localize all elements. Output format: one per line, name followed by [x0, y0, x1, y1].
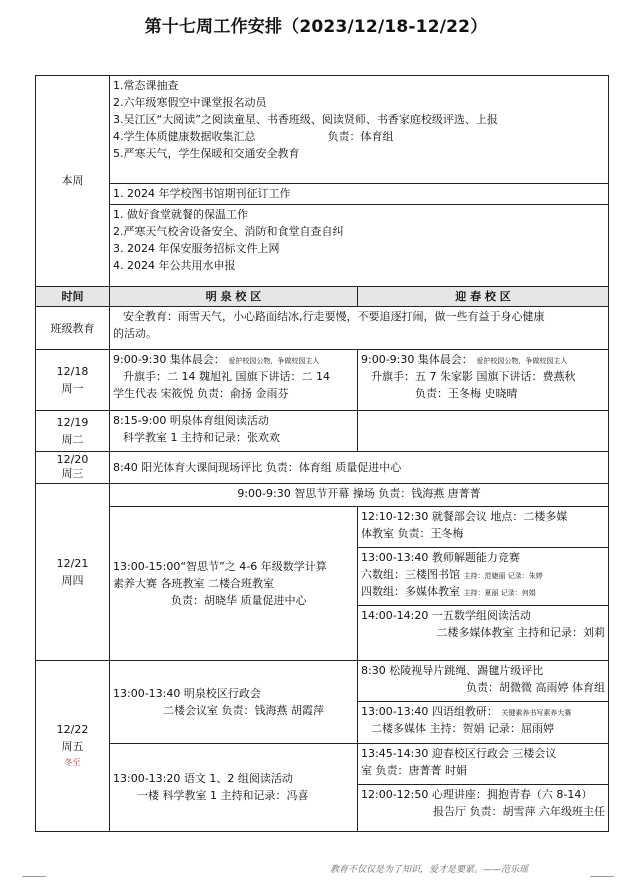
week-item: 1.常态课抽查 [113, 79, 179, 92]
day-label [36, 660, 110, 831]
day-date: 12/22 [56, 723, 89, 737]
entry-line: 体教室 负责：王冬梅 [361, 526, 464, 540]
entry-line: 13:00-13:40 明泉校区行政会 [113, 686, 261, 700]
entry-line: 一楼 科学教室 1 主持和记录：冯喜 [137, 789, 309, 803]
class-education-line: 的活动。 [113, 327, 157, 341]
entry-line: 升旗手：五 7 朱家影 国旗下讲话：费燕秋 [371, 370, 576, 384]
entry-line: 负责：胡晓华 质量促进中心 [171, 593, 307, 607]
entry-text: 13:00-13:40 四语组教研： [361, 704, 498, 718]
day-row-tuesday [36, 411, 609, 452]
day-label [36, 483, 110, 660]
mingquan-cell [110, 660, 358, 743]
entry-note: 爱护校园公物，争做校园主人 [476, 357, 568, 366]
class-education-line: 安全教育：雨雪天气，小心路面结冰,行走要慢，不要追逐打闹，做一些有益于身心健康 [123, 310, 545, 324]
yingchun-sub-entry [358, 784, 608, 827]
week-group-2 [110, 184, 609, 205]
entry-line: 二楼会议室 负责：钱海燕 胡霞萍 [163, 703, 324, 717]
solstice-stamp: 冬至 [64, 758, 81, 768]
entry-text: 六数组：三楼图书馆 [361, 567, 460, 581]
yingchun-sub-entry [358, 701, 608, 742]
week-item-owner: 负责：体育组 [327, 130, 394, 144]
yingchun-cell [358, 350, 609, 411]
entry-line: 8:15-9:00 明泉体育组阅读活动 [113, 414, 269, 428]
entry-line [361, 583, 605, 600]
entry-line: 8:30 松陵视导片跳绳、踢毽片级评比 [361, 663, 544, 677]
entry-line: 14:00-14:20 一五数学组阅读活动 [361, 608, 531, 622]
entry-line: 13:00-15:00“智思节”之 4-6 年级数学计算 [113, 559, 327, 573]
day-weekday: 周二 [61, 433, 84, 447]
yingchun-sub-entry [358, 547, 608, 605]
yingchun-sub-entry [358, 661, 608, 701]
header-time: 时间 [36, 287, 110, 307]
entry-line: 负责：王冬梅 史晓晴 [415, 387, 518, 401]
day-date: 12/19 [56, 416, 89, 429]
day-date: 12/20 [56, 453, 89, 467]
entry-line: 9:00-9:30 智思节开幕 操场 负责：钱海燕 唐菁菁 [237, 486, 481, 500]
entry-line: 升旗手：二 14 魏旭礼 国旗下讲话：二 14 [123, 370, 330, 384]
entry-line: 报告厅 负责：胡雪萍 六年级班主任 [433, 805, 606, 819]
entry-line: 素养大赛 各班教室 二楼合班教室 [113, 576, 274, 590]
week-item [113, 128, 605, 145]
class-education-label: 班级教育 [36, 307, 110, 350]
yingchun-cell [358, 411, 609, 452]
day-row-monday [36, 350, 609, 411]
entry-line: 二楼多媒体教室 主持和记录：刘莉 [436, 625, 606, 639]
mingquan-cell [110, 744, 358, 832]
entry-line: 8:40 阳光体育大课间现场评比 负责：体育组 质量促进中心 [113, 460, 402, 474]
week-item-text: 4.学生体质健康数据收集汇总 [113, 130, 256, 144]
day-date: 12/21 [56, 556, 89, 570]
day-label [36, 452, 110, 484]
entry-line [361, 703, 605, 720]
week-group-3 [110, 205, 609, 287]
table-header [36, 287, 609, 307]
entry-line: 学生代表 宋筱悦 负责：俞扬 金雨芬 [113, 387, 289, 401]
entry-line: 二楼多媒体 主持：贺娟 记录：屈雨婷 [371, 721, 554, 735]
entry-line: 13:00-13:40 教师解题能力竞赛 [361, 550, 520, 564]
thursday-opening-cell [110, 483, 609, 506]
week-item: 2.严寒天气校舍设备安全、消防和食堂自查自纠 [113, 225, 344, 239]
week-item: 1. 做好食堂就餐的保温工作 [113, 208, 248, 222]
class-education-text [110, 307, 609, 350]
entry-line: 室 负责：唐菁菁 时娟 [361, 764, 467, 778]
day-weekday: 周一 [61, 382, 84, 396]
week-row [36, 76, 609, 184]
entry-line [113, 351, 354, 368]
page-title: 第十七周工作安排（2023/12/18-12/22） [144, 17, 488, 37]
entry-line [361, 566, 605, 583]
day-weekday: 周五 [61, 740, 84, 754]
yingchun-sub-entry [358, 507, 608, 547]
day-date: 12/18 [56, 365, 89, 378]
day-row-thursday-top [36, 483, 609, 506]
header-campus-1: 明 泉 校 区 [110, 287, 358, 307]
mingquan-cell [110, 411, 358, 452]
entry-note: 主持：夏丽 记录：何娟 [463, 588, 536, 597]
entry-text: 9:00-9:30 集体晨会： [113, 353, 225, 367]
footer-motto: 教育不仅仅是为了知识，爱才是要紧。——范乐瑶 [330, 865, 529, 875]
entry-line: 12:10-12:30 就餐部会议 地点：二楼多媒 [361, 509, 568, 523]
day-label [36, 411, 110, 452]
week-item: 1. 2024 年学校图书馆期刊征订工作 [113, 187, 291, 201]
yingchun-cell [358, 744, 609, 832]
yingchun-sub-entry [358, 605, 608, 646]
entry-note: 主持：范婕丽 记录：朱婷 [463, 571, 543, 580]
day-row-thursday [36, 506, 609, 660]
week-item: 5.严寒天气，学生保暖和交通安全教育 [113, 147, 300, 161]
header-campus-2: 迎 春 校 区 [358, 287, 609, 307]
entry-line: 12:00-12:50 心理讲座：拥抱青春（六 8-14） [361, 788, 593, 802]
entry-line: 13:00-13:20 语文 1、2 组阅读活动 [113, 772, 293, 786]
day-row-friday [36, 660, 609, 743]
entry-text: 9:00-9:30 集体晨会： [361, 353, 473, 367]
yingchun-sub-entry [358, 744, 608, 784]
mingquan-cell [110, 350, 358, 411]
day-row-wednesday [36, 452, 609, 484]
entry-note: 关键素养书写素养大赛 [501, 708, 572, 717]
day-weekday: 周四 [61, 573, 84, 587]
week-item: 3. 2024 年保安服务招标文件上网 [113, 242, 280, 256]
entry-line: 科学教室 1 主持和记录：张欢欢 [123, 431, 280, 445]
entry-text: 四数组：多媒体教室 [361, 584, 460, 598]
entry-line: 负责：胡微微 高雨婷 体育组 [466, 680, 606, 694]
corner-mark [22, 876, 46, 877]
day-row-friday-lower [36, 744, 609, 832]
class-education-row [36, 307, 609, 350]
week-item: 4. 2024 年公共用水申报 [113, 259, 236, 273]
day-weekday: 周三 [61, 467, 84, 481]
yingchun-cell [358, 660, 609, 743]
week-item: 3.吴江区“大阅读”之阅读童星、书香班级、阅读贤师、书香家庭校级评选、上报 [113, 113, 498, 127]
week-item: 2.六年级寒假空中课堂报名动员 [113, 96, 267, 110]
schedule-table [35, 75, 609, 832]
entry-line [361, 351, 605, 368]
yingchun-cell [358, 506, 609, 660]
mingquan-cell [110, 506, 358, 660]
entry-line: 13:45-14:30 迎春校区行政会 三楼会议 [361, 747, 557, 761]
corner-mark [590, 876, 614, 877]
day-label [36, 350, 110, 411]
week-group-1 [110, 76, 609, 184]
wednesday-cell [110, 452, 609, 484]
entry-note: 爱护校园公物，争做校园主人 [228, 357, 320, 366]
week-label: 本周 [36, 76, 110, 287]
